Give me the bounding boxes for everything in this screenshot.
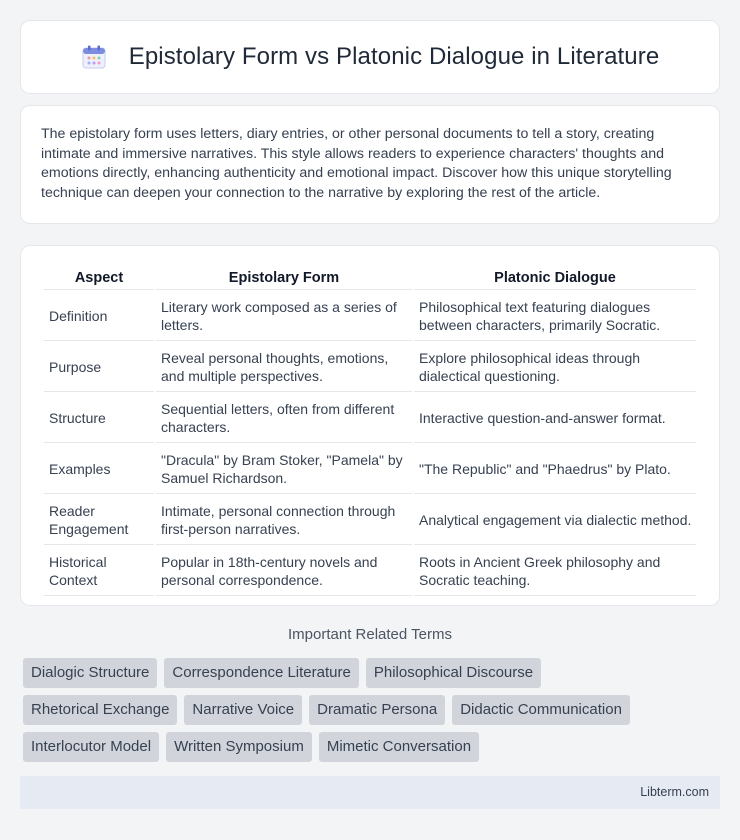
tag-row [23,658,723,688]
tag-philosophical-discourse[interactable]: Philosophical Discourse [366,658,541,688]
aspect-cell: Historical Context [44,547,154,596]
comparison-table-card [20,245,720,606]
aspect-cell: Purpose [44,343,154,392]
tag-row [23,695,723,725]
related-terms-title: Important Related Terms [288,626,452,643]
table-row [44,547,696,596]
epistolary-cell: Popular in 18th-century novels and personal correspondence. [156,547,412,596]
footer-site-link[interactable]: Libterm.com [640,785,709,799]
tag-written-symposium[interactable]: Written Symposium [166,732,312,762]
platonic-cell: Interactive question-and-answer format. [414,394,696,443]
tag-dramatic-persona[interactable]: Dramatic Persona [309,695,445,725]
header-platonic: Platonic Dialogue [414,268,696,290]
intro-text: The epistolary form uses letters, diary entries, or other personal documents to tell a story, creating intimate and immersive narratives. This style allows readers to experience characters' thoughts and emotions directly, enhancing authenticity and emotional impact. Discover how this unique storytelling technique can deepen your connection to the narrative by exploring the rest of the article. [41,126,672,201]
epistolary-cell: "Dracula" by Bram Stoker, "Pamela" by Samuel Richardson. [156,445,412,494]
header-aspect: Aspect [44,268,154,290]
platonic-cell: "The Republic" and "Phaedrus" by Plato. [414,445,696,494]
platonic-cell: Analytical engagement via dialectic method. [414,496,696,545]
tag-rhetorical-exchange[interactable]: Rhetorical Exchange [23,695,177,725]
table-row [44,445,696,494]
tag-correspondence-literature[interactable]: Correspondence Literature [164,658,358,688]
tag-interlocutor-model[interactable]: Interlocutor Model [23,732,159,762]
intro-card [20,105,720,224]
aspect-cell: Examples [44,445,154,494]
aspect-cell: Reader Engagement [44,496,154,545]
table-row [44,343,696,392]
tag-narrative-voice[interactable]: Narrative Voice [184,695,302,725]
table-row [44,292,696,341]
tag-row [23,732,723,762]
platonic-cell: Roots in Ancient Greek philosophy and Socratic teaching. [414,547,696,596]
related-terms-list [23,658,723,769]
header-card [20,20,720,94]
platonic-cell: Explore philosophical ideas through dialectical questioning. [414,343,696,392]
table-row [44,496,696,545]
footer [20,776,720,809]
table-row [44,394,696,443]
table-header-row [44,268,696,290]
comparison-table [42,266,698,598]
page-title: Epistolary Form vs Platonic Dialogue in Literature [128,43,660,70]
tag-didactic-communication[interactable]: Didactic Communication [452,695,630,725]
aspect-cell: Definition [44,292,154,341]
tag-mimetic-conversation[interactable]: Mimetic Conversation [319,732,479,762]
epistolary-cell: Reveal personal thoughts, emotions, and multiple perspectives. [156,343,412,392]
aspect-cell: Structure [44,394,154,443]
tag-dialogic-structure[interactable]: Dialogic Structure [23,658,157,688]
calendar-icon [81,44,107,70]
epistolary-cell: Literary work composed as a series of letters. [156,292,412,341]
header-epistolary: Epistolary Form [156,268,412,290]
epistolary-cell: Intimate, personal connection through first-person narratives. [156,496,412,545]
platonic-cell: Philosophical text featuring dialogues between characters, primarily Socratic. [414,292,696,341]
epistolary-cell: Sequential letters, often from different characters. [156,394,412,443]
